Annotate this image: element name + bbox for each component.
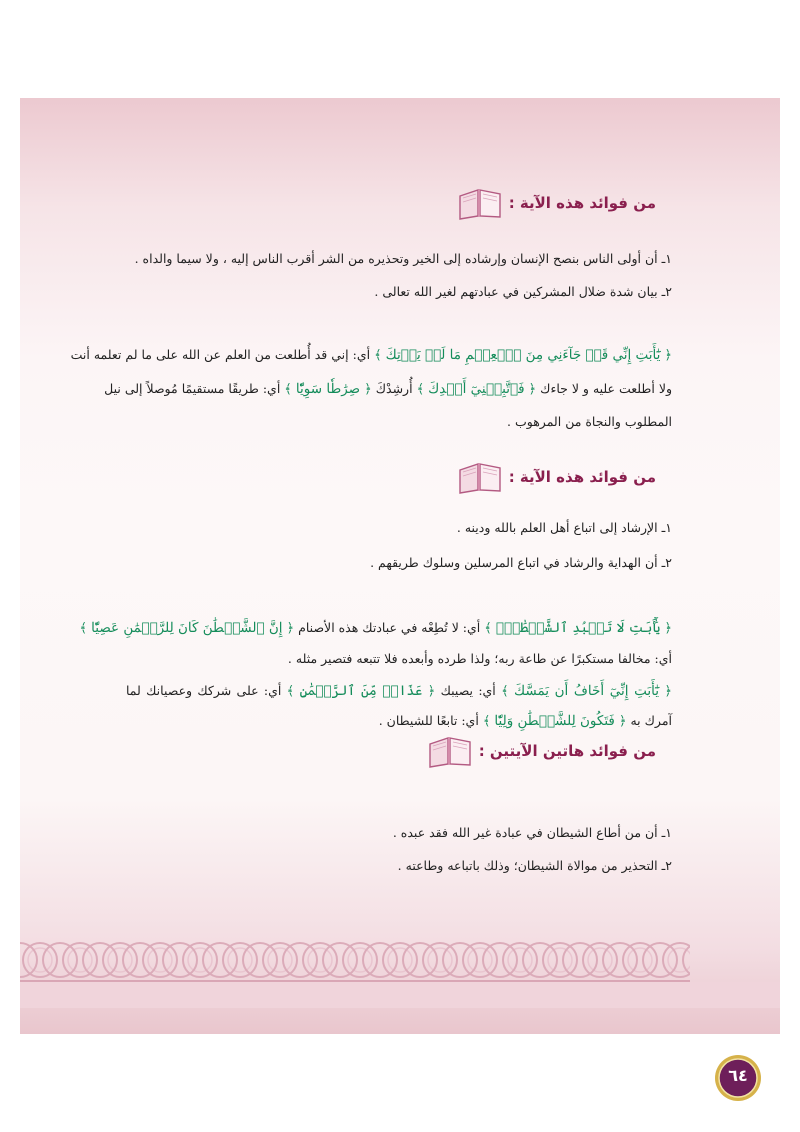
bracket-close: ﴾	[374, 348, 382, 363]
bracket-open: ﴿	[528, 382, 537, 397]
quran-verse: صِرَٰطٗا سَوِيّٗا	[295, 381, 361, 397]
page-number: ٦٤	[728, 1066, 748, 1085]
page-panel	[20, 98, 780, 1085]
explanation-text: أُرشِدْكَ	[375, 381, 413, 396]
explanation-text: أي: طريقًا مستقيمًا مُوصلاً إلى نيل	[104, 381, 281, 396]
bracket-open: ﴿	[618, 714, 627, 729]
benefit-point: ٢ـ التحذير من موالاة الشيطان؛ وذلك باتباعه وطاعته .	[397, 858, 672, 873]
open-book-icon	[457, 186, 503, 220]
quran-verse: يَٰٓأَبَتِ إِنِّيٓ أَخَافُ أَن يَمَسَّكَ	[514, 683, 660, 699]
bracket-open: ﴿	[664, 621, 672, 636]
section-heading-text: من فوائد هذه الآية :	[508, 194, 656, 212]
benefit-point: ١ـ أن أولى الناس بنصح الإنسان وإرشاده إلى الخير وتحذيره من الشر أقرب الناس إليه ، ولا سيما والداه .	[134, 251, 672, 266]
quran-verse: إِنَّ ٱلشَّيۡطَٰنَ كَانَ لِلرَّحۡمَٰنِ عَصِيّٗا	[91, 620, 283, 636]
bracket-close: ﴾	[286, 684, 295, 699]
bracket-open: ﴿	[664, 348, 672, 363]
explanation-text: أي: يصيبك	[440, 683, 496, 698]
tafsir-line	[126, 681, 672, 702]
explanation-text: أي: تابعًا للشيطان .	[378, 713, 479, 728]
quran-verse: فَٱتَّبِعۡنِيٓ أَهۡدِكَ	[428, 381, 525, 397]
explanation-text: ولا أطلعت عليه و لا جاءك	[540, 381, 672, 396]
tafsir-line	[126, 711, 672, 732]
bracket-open: ﴿	[364, 382, 372, 397]
section-heading-3	[427, 734, 656, 768]
quran-verse: يَٰٓأَبَتِ لَا تَعۡبُدِ ٱلشَّيۡطَٰنَۖ	[495, 620, 661, 636]
section-heading-text: من فوائد هذه الآية :	[508, 468, 656, 486]
bracket-close: ﴾	[79, 621, 88, 636]
bracket-close: ﴾	[501, 684, 509, 699]
tafsir-line	[104, 379, 672, 400]
explanation-text: أي: على شركك وعصيانك لما	[126, 683, 282, 698]
bracket-open: ﴿	[286, 621, 295, 636]
section-heading-1	[457, 186, 656, 220]
quran-verse: فَتَكُونَ لِلشَّيۡطَٰنِ وَلِيّٗا	[494, 713, 615, 729]
quran-verse: عَذَابٞ مِّنَ ٱلرَّحۡمَٰنِ	[299, 683, 423, 699]
tafsir-line	[70, 345, 672, 366]
bracket-close: ﴾	[482, 714, 491, 729]
tafsir-line	[79, 618, 672, 639]
bracket-close: ﴾	[484, 621, 492, 636]
bracket-open: ﴿	[664, 684, 672, 699]
explanation-text: آمرك به	[630, 713, 672, 728]
bracket-close: ﴾	[416, 382, 425, 397]
section-heading-text: من فوائد هاتين الآيتين :	[478, 742, 656, 760]
open-book-icon	[427, 734, 473, 768]
arabesque-border-ornament	[20, 936, 780, 1034]
explanation-text: أي: لا تُطِعْه في عبادتك هذه الأصنام	[298, 620, 481, 635]
benefit-point: ٢ـ بيان شدة ضلال المشركين في عبادتهم لغير الله تعالى .	[374, 284, 672, 299]
tafsir-line: المطلوب والنجاة من المرهوب .	[507, 414, 672, 429]
explanation-text: أي: إني قد أُطلعت من العلم عن الله على ما لم تعلمه أنت	[70, 347, 371, 362]
benefit-point: ٢ـ أن الهداية والرشاد في اتباع المرسلين وسلوك طريقهم .	[370, 555, 672, 570]
tafsir-line: أي: مخالفا مستكبرًا عن طاعة ربه؛ ولذا طرده وأبعده فلا تتبعه فتصير مثله .	[287, 651, 672, 666]
section-heading-2	[457, 460, 656, 494]
open-book-icon	[457, 460, 503, 494]
bracket-close: ﴾	[284, 382, 292, 397]
benefit-point: ١ـ الإرشاد إلى اتباع أهل العلم بالله ودينه .	[456, 520, 672, 535]
quran-verse: يَٰٓأَبَتِ إِنِّي قَدۡ جَآءَنِي مِنَ ٱلۡعِلۡمِ مَا لَمۡ يَأۡتِكَ	[385, 347, 661, 363]
bracket-open: ﴿	[427, 684, 436, 699]
benefit-point: ١ـ أن من أطاع الشيطان في عبادة غير الله فقد عبده .	[392, 825, 672, 840]
